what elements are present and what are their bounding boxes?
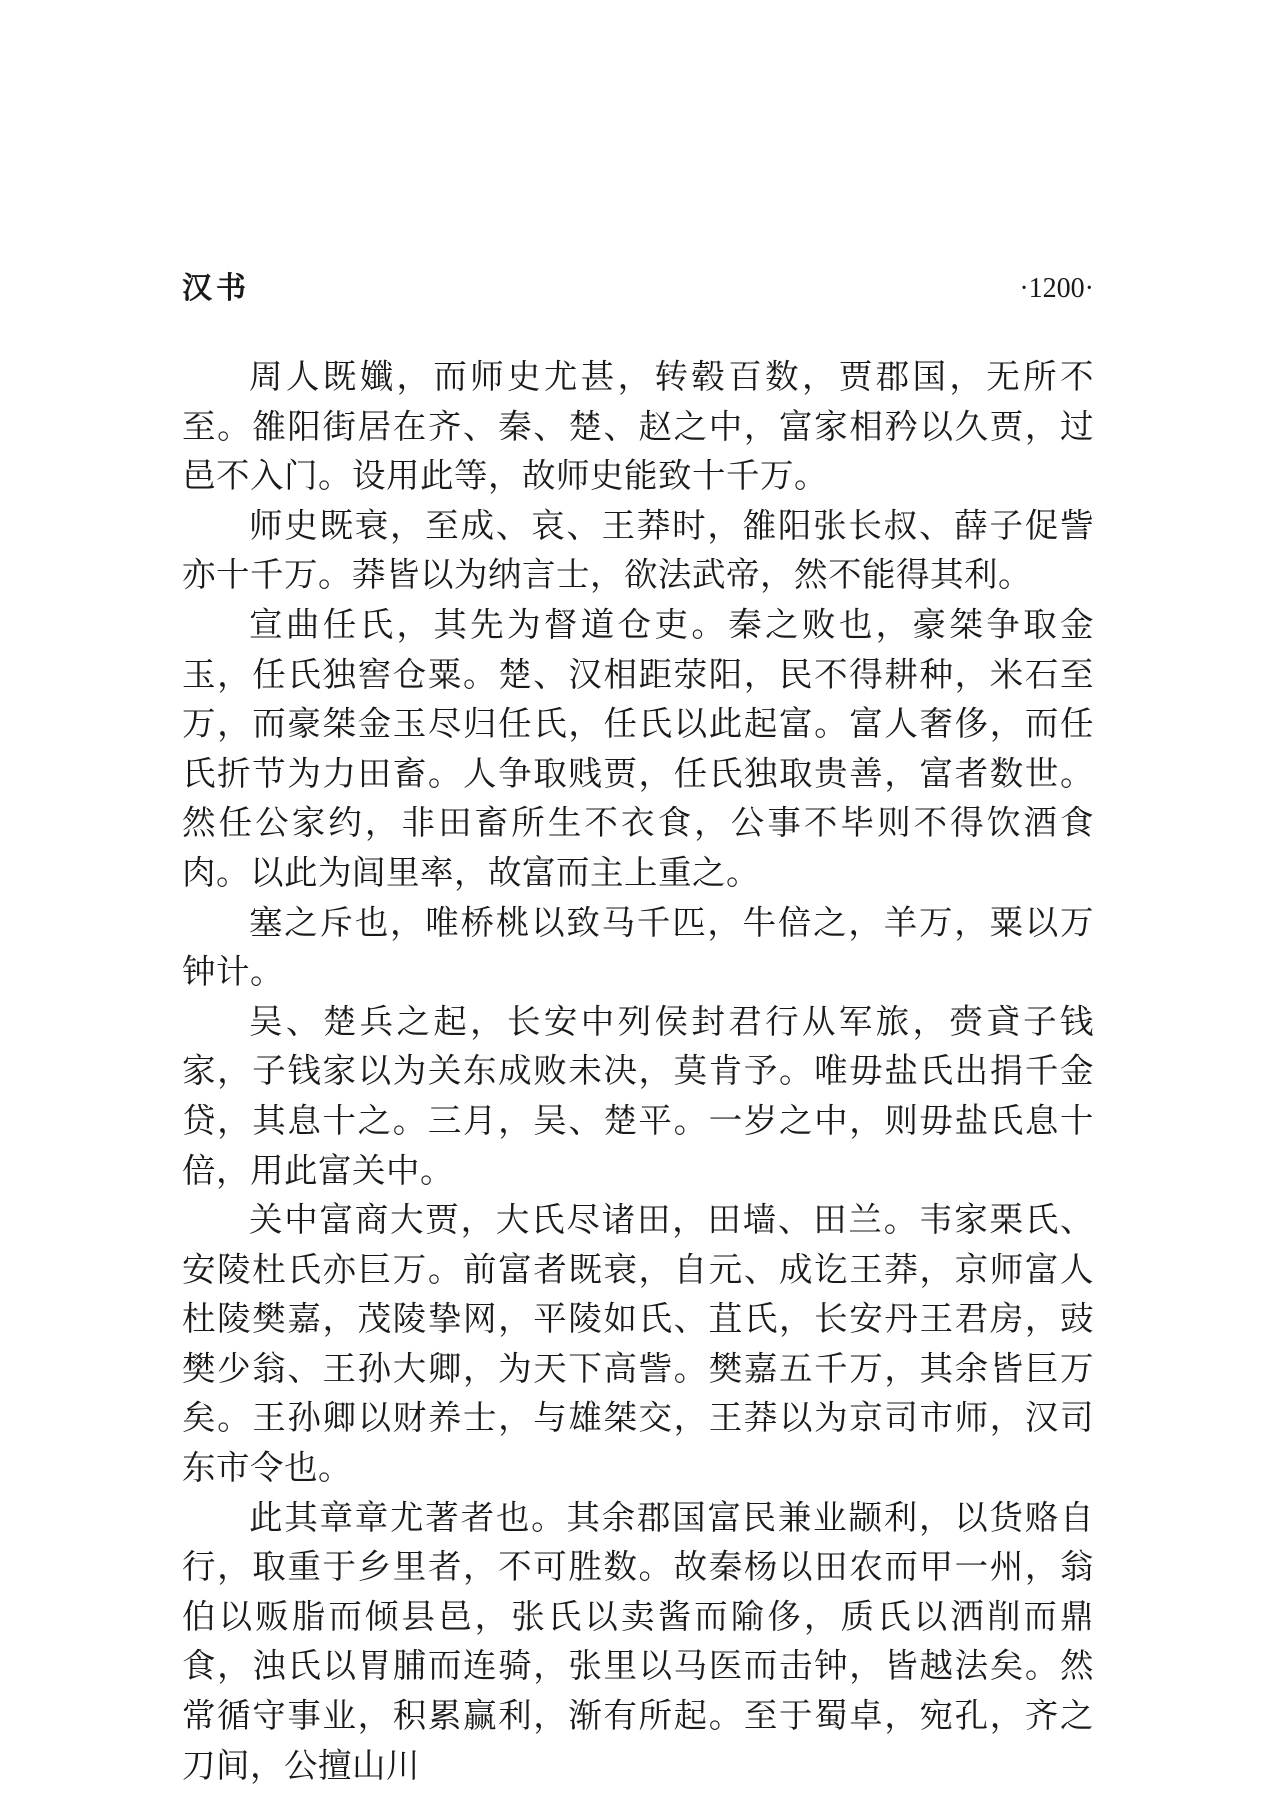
paragraph: 关中富商大贾，大氏尽诸田，田墙、田兰。韦家栗氏、安陵杜氏亦巨万。前富者既衰，自元、成讫王莽，京师富人杜陵樊嘉，茂陵挚网，平陵如氏、苴氏，长安丹王君房，豉樊少翁、王孙大卿，为天下高訾。樊嘉五千万，其余皆巨万矣。王孙卿以财养士，与雄桀交，王莽以为京司市师，汉司东市令也。 bbox=[182, 1200, 1094, 1488]
body-text bbox=[182, 352, 1094, 1790]
book-title: 汉书 bbox=[182, 271, 250, 306]
paragraph: 此其章章尤著者也。其余郡国富民兼业颛利，以货赂自行，取重于乡里者，不可胜数。故秦杨以田农而甲一州，翁伯以贩脂而倾县邑，张氏以卖酱而隃侈，质氏以洒削而鼎食，浊氏以胃脯而连骑，张里以马医而击钟，皆越法矣。然常循守事业，积累赢利，渐有所起。至于蜀卓，宛孔，齐之刀间，公擅山川 bbox=[182, 1497, 1094, 1785]
paragraph: 吴、楚兵之起，长安中列侯封君行从军旅，赍貣子钱家，子钱家以为关东成败未决，莫肯予。唯毋盐氏出捐千金贷，其息十之。三月，吴、楚平。一岁之中，则毋盐氏息十倍，用此富关中。 bbox=[182, 1001, 1094, 1190]
paragraph: 周人既孅，而师史尤甚，转毂百数，贾郡国，无所不至。雒阳街居在齐、秦、楚、赵之中，富家相矜以久贾，过邑不入门。设用此等，故师史能致十千万。 bbox=[182, 357, 1094, 496]
paragraph: 师史既衰，至成、哀、王莽时，雒阳张长叔、薛子促訾亦十千万。莽皆以为纳言士，欲法武帝，然不能得其利。 bbox=[182, 505, 1094, 595]
page-number: ·1200· bbox=[1019, 273, 1094, 304]
running-header bbox=[182, 266, 1094, 312]
paragraph: 塞之斥也，唯桥桃以致马千匹，牛倍之，羊万，粟以万钟计。 bbox=[182, 902, 1094, 992]
paragraph: 宣曲任氏，其先为督道仓吏。秦之败也，豪桀争取金玉，任氏独窖仓粟。楚、汉相距荥阳，民不得耕种，米石至万，而豪桀金玉尽归任氏，任氏以此起富。富人奢侈，而任氏折节为力田畜。人争取贱贾，任氏独取贵善，富者数世。然任公家约，非田畜所生不衣食，公事不毕则不得饮酒食肉。以此为闾里率，故富而主上重之。 bbox=[182, 604, 1094, 892]
